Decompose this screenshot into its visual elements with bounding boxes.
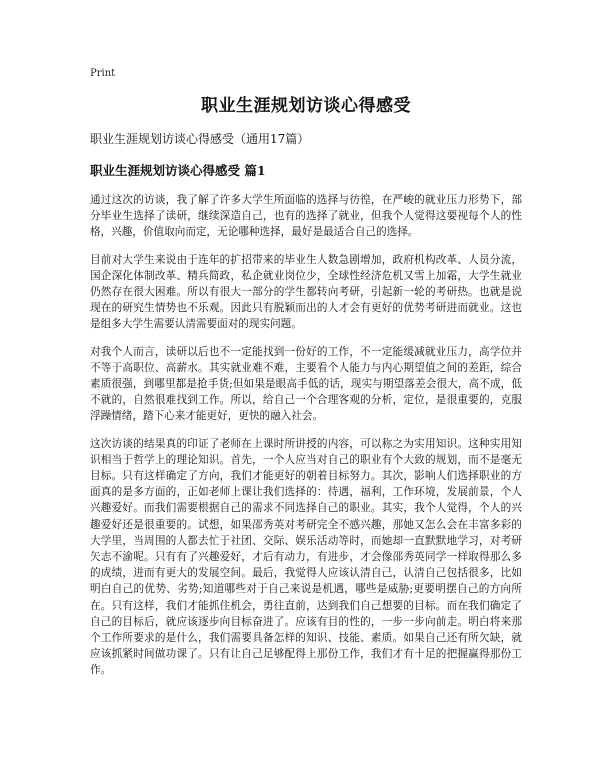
document-page bbox=[90, 68, 522, 690]
document-subtitle: 职业生涯规划访谈心得感受（通用17篇） bbox=[90, 132, 310, 146]
document-title: 职业生涯规划访谈心得感受 bbox=[201, 96, 411, 116]
section-heading: 职业生涯规划访谈心得感受 篇1 bbox=[90, 163, 266, 178]
paragraph-3: 对我个人而言，读研以后也不一定能找到一份好的工作，不一定能缓减就业压力，高学位并不等于高职位、高薪水。其实就业难不难，主要看个人能力与内心期望值之间的差距，综合素质很强，到哪里都是抢手货;但如果是眼高手低的话，现实与期望落差会很大，高不成，低不就的，自然很难找到工作。所以，给自己一个合理客观的分析，定位，是很重要的，克服浮躁情绪，踏下心来才能更好，更快的融入社会。 bbox=[90, 345, 522, 423]
paragraph-1: 通过这次的访谈，我了解了许多大学生所面临的选择与彷徨，在严峻的就业压力形势下，部分毕业生选择了读研，继续深造自己，也有的选择了就业，但我个人觉得这要视每个人的性格，兴趣，价值取向而定，无论哪种选择，最好是最适合自己的选择。 bbox=[90, 194, 522, 239]
print-label: Print bbox=[90, 68, 116, 79]
paragraph-2: 目前对大学生来说由于连年的扩招带来的毕业生人数急剧增加，政府机构改革、人员分流，国企深化体制改革、精兵简政，私企就业岗位少，全球性经济危机又雪上加霜，大学生就业仍然存在很大困难。所以有很大一部分的学生都转向考研，引起新一轮的考研热。也就是说现在的研究生情势也不乐观。因此只有脱颖而出的人才会有更好的优势考研进而就业。这也是组多大学生需要认清需要面对的现实问题。 bbox=[90, 253, 522, 331]
paragraph-4: 这次访谈的结果真的印证了老师在上课时所讲授的内容，可以称之为实用知识。这种实用知识相当于哲学上的理论知识。首先，一个人应当对自己的职业有个大致的规划，而不是毫无目标。只有这样确定了方向，我们才能更好的朝着目标努力。其次，影响人们选择职业的方面真的是多方面的，正如老师上课让我们选择的：待遇，福利，工作环境，发展前景，个人兴趣爱好。而我们需要根据自己的需求不同选择自己的职业。其实，我个人觉得，个人的兴趣爱好还是很重要的。试想，如果邵秀英对考研完全不感兴趣，那她又怎么会在丰富多彩的大学里，当周围的人都去忙于社团、交际、娱乐活动等时，而她却一直默默地学习，对考研矢志不渝呢。只有有了兴趣爱好，才后有动力，有进步，才会像邵秀英同学一样取得那么多的成绩，进而有更大的发展空间。最后，我觉得人应该认清自己，认清自己包括很多，比如明白自己的优势、劣势;知道哪些对于自己来说是机遇，哪些是威胁;更要明摆自己的方向所在。只有这样，我们才能抓住机会，勇往直前，达到我们自己想要的目标。而在我们确定了自己的目标后，就应该逐步向目标奋进了。应该有目的性的，一步一步向前走。明白将来那个工作所要求的是什么，我们需要具备怎样的知识、技能、素质。如果自己还有所欠缺，就应该抓紧时间做功课了。只有让自己足够配得上那份工作，我们才有十足的把握赢得那份工作。 bbox=[90, 437, 522, 677]
